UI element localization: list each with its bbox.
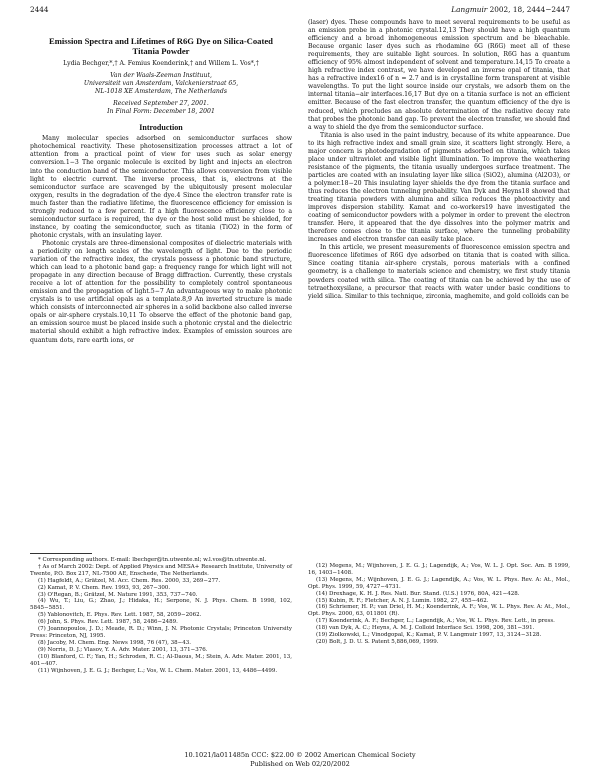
reference: (16) Schriemer, H. P.; van Driel, H. M.; Koenderink, A. F.; Vos, W. L. Phys. Rev. A: At., Mol., Opt. Phys. 2000, 63, 011801 (R). [308,604,570,618]
published-date: Published on Web 02/20/2002 [250,760,350,768]
footnote-rule [30,553,92,554]
dates [30,100,292,116]
footnotes-right [308,563,570,646]
received-date: Received September 27, 2001. [113,100,209,108]
reference: (2) Kamat, P. V. Chem. Rev. 1993, 93, 267−300. [38,584,171,591]
reference: (5) Yablonovitch, E. Phys. Rev. Lett. 1987, 58, 2059−2062. [38,612,202,619]
affiliation [30,72,292,96]
article-title: Emission Spectra and Lifetimes of R6G Dye on Silica-Coated Titania Powder [49,36,273,56]
affiliation-line: Universiteit van Amsterdam, Valckenierstraat 65, [83,80,239,88]
footnotes-left [30,553,292,674]
running-header [30,5,570,17]
affiliation-line: Van der Waals-Zeeman Instituut, [110,72,212,80]
citation: 2002, 18, 2444−2447 [489,5,570,14]
page-number: 2444 [30,5,49,14]
paragraph: In this article, we present measurements of fluorescence emission spectra and fluorescence lifetimes of R6G dye adsorbed on titania that is coated with silica. Since coating titania air-sphere crystals, porous materials with a confined geometry, is a challenge to materials science and chemistry, we first study titania powders coated with silica. The coating of titania can be achieved by the use of tetraethoxysilane, a precursor that reacts with water under basic conditions to yield silica. Similar to this technique, zirconia, maghemite, and gold colloids can be [308,244,570,300]
doi-line: 10.1021/la011485n CCC: $22.00 © 2002 American Chemical Society [184,751,416,759]
reference: (3) O'Regan, B.; Grätzel, M. Nature 1991, 353, 737−740. [38,591,198,598]
reference: (7) Joannopoulos, J. D.; Meade, R. D.; Winn, J. N. Photonic Crystals; Princeton University Press: Princeton, NJ, 1995. [30,626,292,639]
reference: (8) Jacoby, M. Chem. Eng. News 1998, 76 (47), 38−43. [38,639,191,646]
final-form-date: In Final Form: December 18, 2001 [107,108,215,116]
reference: (6) John, S. Phys. Rev. Lett. 1987, 58, 2486−2489. [38,619,178,626]
paragraph: Titania is also used in the paint industry, because of its white appearance. Due to its high refractive index and small grain size, it scatters light strongly. Here, a major concern is photodegradation of pigments adsorbed on titania, which takes place under ultraviolet and visible light illumination. To improve the weathering resistance of the pigments, the titania usually undergoes surface treatment. The particles are coated with an insulating layer like silica (SiO2), alumina (Al2O3), or a polymer.18−20 This insulating layer shields the dye from the titania surface and thus reduces the electron tunneling probability. Van Dyk and Heyns18 showed that treating titania powders with alumina and silica reduces the photoactivity and improves dispersion stability. Kamat and co-workers19 have investigated the coating of semiconductor powders with a polymer in order to prevent the electron transfer. Here, it appeared that the dye dissolves into the polymer matrix and therefore comes close to the titania surface, where the tunneling probability increases and electron transfer can easily take place. [308,131,570,244]
journal-name: Langmuir [451,5,488,14]
reference: (18) van Dyk, A. C.; Heyns, A. M. J. Colloid Interface Sci. 1998, 206, 381−391. [316,625,535,632]
reference: (19) Ziolkowski, L.; Vinodgopal, K.; Kamat, P. V. Langmuir 1997, 13, 3124−3128. [316,632,542,639]
right-column [308,19,570,301]
authors: Lydia Bechger,*,† A. Femius Koenderink,† and Willem L. Vos*,† [63,60,259,67]
reference: (17) Koenderink, A. F.; Bechger, L.; Lagendijk, A.; Vos, W. L. Phys. Rev. Lett., in press. [316,618,555,625]
reference: (10) Blanford, C. F.; Yan, H.; Schroden, R. C.; Al-Daous, M.; Stein, A. Adv. Mater. 2001, 13, 401−407. [30,653,292,667]
paragraph: Many molecular species adsorbed on semiconductor surfaces show photochemical reactivity. These photosensitization processes attract a lot of attention from a practical point of view for uses such as solar energy conversion.1−3 The organic molecule is excited by light and injects an electron into the conduction band of the semiconductor. This allows conversion from visible light to electric current. The inverse process, that is, electrons at the semiconductor surface are scavenged by the ubiquitously present molecular oxygen, results in the degradation of the dye.4 Since the electron transfer rate is much faster than the radiative lifetime, the fluorescence efficiency for emission is strongly reduced to a few percent. If a high fluorescence efficiency close to a semiconductor surface is required, the dye or the host solid must be shielded, for instance, by coating the semiconductor, such as titania (TiO2) in the form of photonic crystals, with an insulating layer. [30,135,292,239]
footnote: † As of March 2002: Dept. of Applied Physics and MESA+ Research Institute, University of Twente, P.O. Box 217, NL-7500 AE, Enschede, The Netherlands. [30,563,292,577]
journal-citation [451,5,570,14]
reference: (13) Megens, M.; Wijnhoven, J. E. G. J.; Lagendijk, A.; Vos, W. L. Phys. Rev. A: At., Mol., Opt. Phys. 1999, 59, 4727−4731. [308,576,570,590]
reference: (12) Megens, M.; Wijnhoven, J. E. G. J.; Lagendijk, A.; Vos, W. L. J. Opt. Soc. Am. B 1999, 16, 1403−1408. [308,563,570,576]
left-column [30,36,292,345]
reference: (11) Wijnhoven, J. E. G. J.; Bechger, L.; Vos, W. L. Chem. Mater. 2001, 13, 4486−4499. [38,667,278,674]
paragraph: Photonic crystals are three-dimensional composites of dielectric materials with a periodicity on length scales of the wavelength of light. Due to the periodic variation of the refractive index, the crystals possess a photonic band structure, which can lead to a photonic band gap: a frequency range for which light will not propagate in any direction because of Bragg diffraction. Currently, these crystals receive a lot of attention for the possibility to completely control spontaneous emission and the propagation of light.5−7 An advantageous way to make photonic crystals is to use artificial opals as a template.8,9 An inverted structure is made which consists of interconnected air spheres in a solid backbone also called inverse opals or air-sphere crystals.10,11 To observe the effect of the photonic band gap, an emission source must be placed inside such a photonic crystal and the dielectric material should exhibit a high refractive index. Examples of emission sources are quantum dots, rare earth ions, or [30,239,292,344]
affiliation-line: NL-1018 XE Amsterdam, The Netherlands [95,88,227,96]
reference: (15) Kubin, R. F.; Fletcher, A. N. J. Lumin. 1982, 27, 455−462. [316,597,489,604]
reference: (14) Drexhage, K. H. J. Res. Natl. Bur. Stand. (U.S.) 1976, 80A, 421−428. [316,590,520,597]
reference: (4) Wu, T.; Liu, G.; Zhao, J.; Hidaka, H.; Serpone, N. J. Phys. Chem. B 1998, 102, 5845−5851. [30,598,292,612]
reference: (1) Hagfeldt, A.; Grätzel, M. Acc. Chem. Res. 2000, 33, 269−277. [38,577,221,584]
paragraph: (laser) dyes. These compounds have to meet several requirements to be useful as an emission probe in a photonic crystal.12,13 They should have a high quantum efficiency and a broad inhomogeneous emission spectrum and be bleachable. Because organic laser dyes such as rhodamine 6G (R6G) meet all of these requirements, they are suitable light sources. In solution, R6G has a quantum efficiency of 95% almost independent of solvent and temperature.14,15 To create a high refractive index contrast, we have developed an inverse opal of titania, that has a refractive index16 of n = 2.7 and is in crystalline form transparent at visible wavelengths. To put the light source inside our crystals, we adsorb them on the internal titania−air interfaces.16,17 But dye on a titania surface is not an efficient emitter. Because of the fast electron transfer, the quantum efficiency of the dye is reduced, which precludes an absolute determination of the radiative decay rate that probes the photonic band gap. To prevent the electron transfer, we should find a way to shield the dye from the semiconductor surface. [308,19,570,131]
reference: (20) Bolt, J. D. U. S. Patent 5,886,069, 1999. [316,638,439,645]
reference: (9) Norris, D. J.; Vlasov, Y. A. Adv. Mater. 2001, 13, 371−376. [38,646,208,653]
section-heading: Introduction [139,123,183,133]
footnote: * Corresponding authors. E-mail: lbechger@tn.utwente.nl; w.l.vos@tn.utwente.nl. [38,557,267,563]
